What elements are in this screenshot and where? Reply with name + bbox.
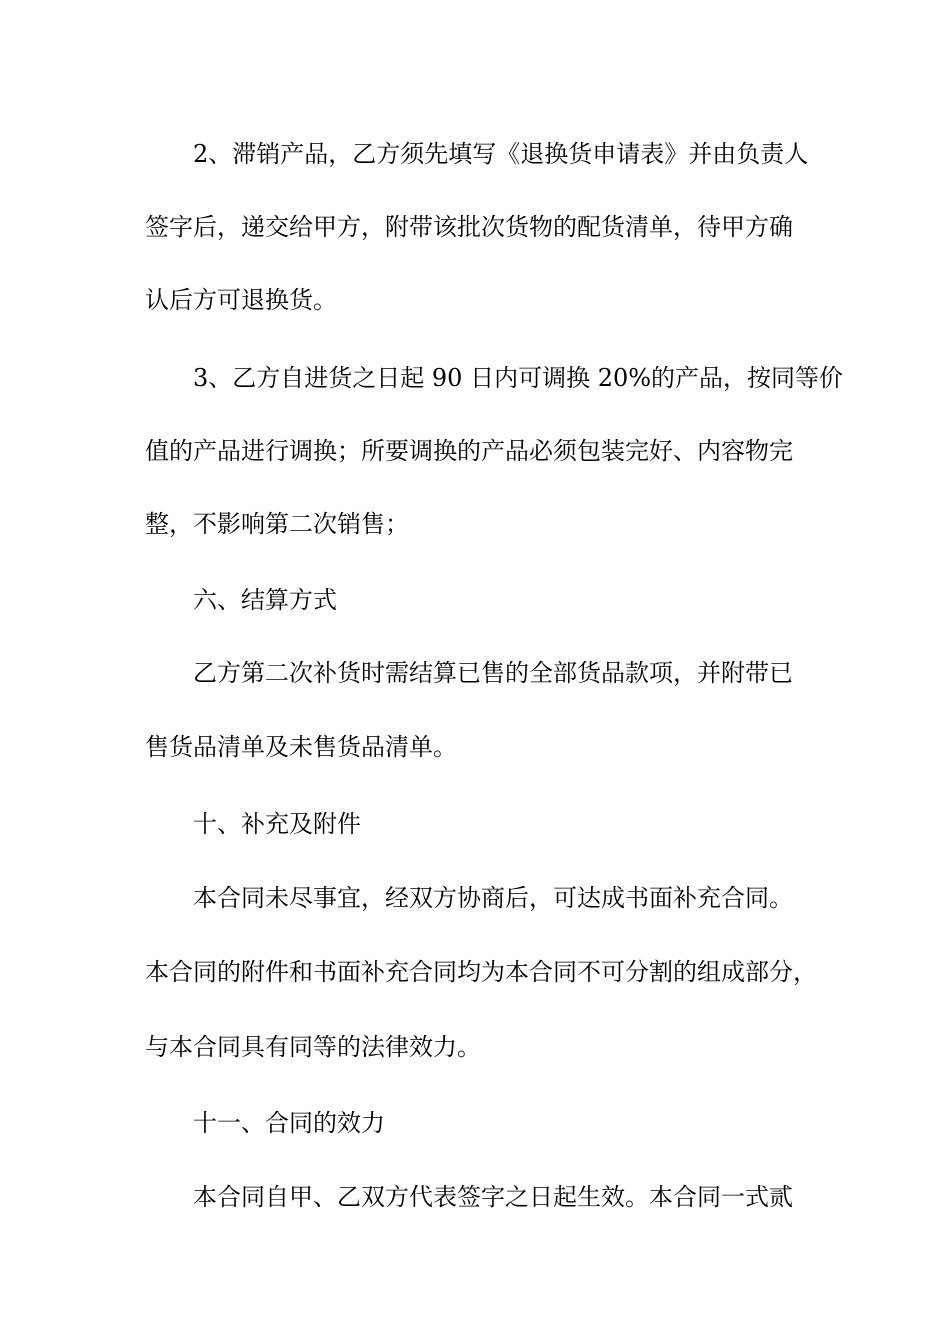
paragraph-line-return-policy-3: 认后方可退换货。 <box>145 286 337 314</box>
paragraph-line-supplement-2: 本合同的附件和书面补充合同均为本合同不可分割的组成部分， <box>145 958 817 986</box>
paragraph-line-return-policy-2: 签字后，递交给甲方，附带该批次货物的配货清单，待甲方确 <box>145 213 793 241</box>
paragraph-line-return-policy-1: 2、滞销产品，乙方须先填写《退换货申请表》并由负责人 <box>193 140 809 168</box>
paragraph-line-exchange-2: 值的产品进行调换；所要调换的产品必须包装完好、内容物完 <box>145 437 793 465</box>
paragraph-line-exchange-3: 整，不影响第二次销售； <box>145 510 409 538</box>
paragraph-line-supplement-3: 与本合同具有同等的法律效力。 <box>145 1033 481 1061</box>
section-heading-settlement: 六、结算方式 <box>193 586 337 614</box>
section-heading-supplement: 十、补充及附件 <box>193 810 361 838</box>
paragraph-line-exchange-1: 3、乙方自进货之日起 90 日内可调换 20%的产品，按同等价 <box>193 364 844 392</box>
paragraph-line-settlement-2: 售货品清单及未售货品清单。 <box>145 733 457 761</box>
paragraph-line-settlement-1: 乙方第二次补货时需结算已售的全部货品款项，并附带已 <box>193 659 793 687</box>
section-heading-validity: 十一、合同的效力 <box>193 1109 385 1137</box>
paragraph-line-validity-1: 本合同自甲、乙双方代表签字之日起生效。本合同一式贰 <box>193 1183 793 1211</box>
paragraph-line-supplement-1: 本合同未尽事宜，经双方协商后，可达成书面补充合同。 <box>193 884 793 912</box>
